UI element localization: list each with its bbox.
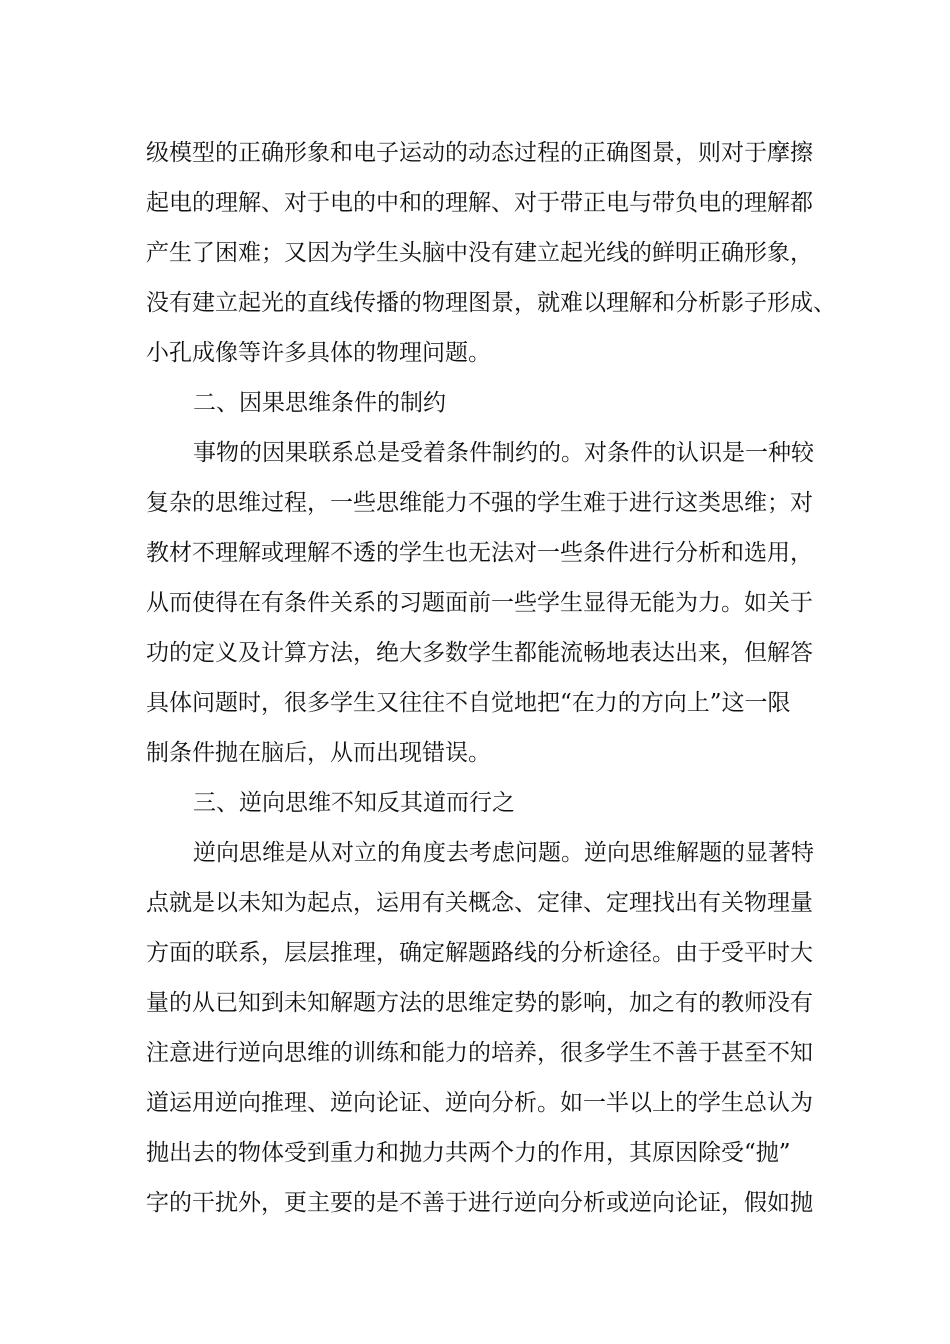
paragraph-first-line: 逆向思维是从对立的角度去考虑问题。逆向思维解题的显著特: [193, 840, 814, 866]
section-heading: 三、逆向思维不知反其道而行之: [193, 790, 515, 816]
text-line: 道运用逆向推理、逆向论证、逆向分析。如一半以上的学生总认为: [146, 1090, 813, 1116]
text-line: 起电的理解、对于电的中和的理解、对于带正电与带负电的理解都: [146, 190, 813, 216]
text-line: 注意进行逆向思维的训练和能力的培养，很多学生不善于甚至不知: [146, 1040, 813, 1066]
text-line: 制条件抛在脑后，从而出现错误。: [146, 740, 491, 766]
text-line: 从而使得在有条件关系的习题面前一些学生显得无能为力。如关于: [146, 590, 813, 616]
text-line: 方面的联系，层层推理，确定解题路线的分析途径。由于受平时大: [146, 940, 813, 966]
text-line: 点就是以未知为起点，运用有关概念、定律、定理找出有关物理量: [146, 890, 813, 916]
text-line: 抛出去的物体受到重力和抛力共两个力的作用，其原因除受“抛”: [146, 1140, 791, 1166]
section-heading: 二、因果思维条件的制约: [193, 390, 446, 416]
text-line: 具体问题时，很多学生又往往不自觉地把“在力的方向上”这一限: [146, 690, 791, 716]
text-line: 功的定义及计算方法，绝大多数学生都能流畅地表达出来，但解答: [146, 640, 813, 666]
text-line: 复杂的思维过程，一些思维能力不强的学生难于进行这类思维；对: [146, 490, 813, 516]
text-line: 字的干扰外，更主要的是不善于进行逆向分析或逆向论证，假如抛: [146, 1190, 813, 1216]
text-line: 级模型的正确形象和电子运动的动态过程的正确图景，则对于摩擦: [146, 140, 813, 166]
text-line: 量的从已知到未知解题方法的思维定势的影响，加之有的教师没有: [146, 990, 813, 1016]
text-line: 没有建立起光的直线传播的物理图景，就难以理解和分析影子形成、: [146, 290, 836, 316]
text-line: 产生了困难；又因为学生头脑中没有建立起光线的鲜明正确形象，: [146, 240, 813, 266]
text-line: 教材不理解或理解不透的学生也无法对一些条件进行分析和选用，: [146, 540, 813, 566]
paragraph-first-line: 事物的因果联系总是受着条件制约的。对条件的认识是一种较: [193, 440, 814, 466]
text-line: 小孔成像等许多具体的物理问题。: [146, 340, 491, 366]
